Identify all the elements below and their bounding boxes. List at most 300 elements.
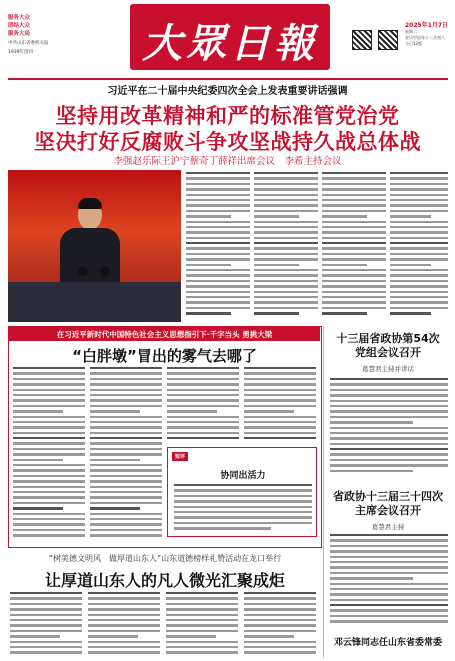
text-line [167,405,239,407]
text-line [254,183,318,185]
text-line [186,301,250,303]
text-line [330,448,448,450]
text-line [186,296,250,298]
masthead [0,0,455,78]
bottom-col-2 [88,592,160,658]
text-line [254,291,318,293]
text-line [390,274,448,276]
feature-banner [9,327,320,341]
text-line [254,253,318,255]
text-line [244,410,294,412]
text-line [322,280,386,282]
text-line [10,646,82,648]
text-line [330,561,448,563]
text-line [244,646,316,648]
text-line [88,592,160,594]
text-line [186,210,250,212]
text-line [13,432,85,434]
bottom-columns [10,592,320,658]
text-line [330,604,448,606]
lead-headline-line-2: 坚决打好反腐败斗争攻坚战持久战总体战 [34,130,421,154]
text-line [13,410,63,412]
text-line [166,630,238,632]
text-line [254,188,318,190]
text-line [13,523,85,525]
text-line [322,188,386,190]
text-line [390,215,431,217]
feature-col-3 [167,367,239,443]
text-line [174,489,312,491]
speaker-figure [60,200,120,286]
text-line [10,635,60,637]
text-line [90,372,162,374]
text-line [90,405,162,407]
text-line [90,453,162,455]
text-line [330,394,448,396]
feature-columns [13,367,317,543]
text-line [254,285,318,287]
commentary-inset [167,447,317,537]
text-line [322,291,386,293]
text-line [244,378,316,380]
text-line [244,437,316,439]
text-line [13,367,85,369]
text-line [167,378,239,380]
text-line [90,464,162,466]
text-line [390,247,448,249]
text-line [174,484,312,486]
text-line [90,383,162,385]
text-line [330,545,448,547]
text-line [390,258,448,260]
text-line [88,597,160,599]
text-line [167,394,239,396]
text-line [244,421,316,423]
text-line [244,592,316,594]
text-line [330,577,413,579]
text-line [90,475,162,477]
text-line [13,502,85,504]
newspaper-logo [130,4,330,70]
text-line [244,372,316,374]
text-line [390,226,448,228]
text-line [330,453,448,455]
text-line [244,624,316,626]
text-line [186,291,250,293]
text-line [186,269,250,271]
text-line [90,529,162,531]
text-line [13,496,85,498]
text-line [322,199,386,201]
text-line [254,194,318,196]
microphone-icon [100,266,110,276]
text-line [186,183,250,185]
text-line [330,534,448,536]
text-line [167,432,239,434]
text-line [186,177,250,179]
text-line [13,372,85,374]
text-line [13,480,85,482]
text-line [390,183,448,185]
text-line [254,269,318,271]
text-line [166,651,238,653]
text-line [330,389,448,391]
text-line [254,274,318,276]
text-line [322,285,386,287]
lead-subhead: 李强赵乐际王沪宁蔡奇丁薛祥出席会议 李希主持会议 [113,156,342,167]
text-line [167,389,239,391]
text-line [10,624,82,626]
text-line [244,597,316,599]
text-line [13,437,85,439]
text-line [254,312,299,314]
text-line [244,651,316,653]
qr-code-icon [378,30,398,50]
side-story-2-title-line-1: 省政协十三届三十四次 [333,490,443,503]
text-line [13,469,85,471]
text-line [390,285,448,287]
text-line [90,496,162,498]
text-line [322,231,386,233]
text-line [254,204,318,206]
text-line [90,469,162,471]
text-line [244,426,316,428]
lead-article-col-3 [322,172,386,322]
text-line [88,651,160,653]
text-line [254,301,318,303]
text-line [13,507,63,509]
text-line [166,635,216,637]
side-story-1-title-line-1: 十三届省政协第54次 [336,332,440,345]
text-line [254,242,318,244]
text-line [10,619,82,621]
text-line [13,486,85,488]
text-line [244,635,294,637]
text-line [167,426,239,428]
text-line [330,459,448,461]
text-line [244,367,316,369]
date-prefix: 2025年1月 [405,22,438,29]
lead-article-col-1 [186,172,250,322]
text-line [330,432,448,434]
text-line [90,442,162,444]
masthead-left [8,14,88,56]
text-line [166,614,238,616]
text-line [167,410,217,412]
bottom-col-1 [10,592,82,658]
text-line [10,614,82,616]
text-line [322,301,386,303]
text-line [166,619,238,621]
text-line [88,619,160,621]
text-line [244,608,316,610]
text-line [254,172,318,174]
text-line [90,486,162,488]
side-story-1-title [326,332,450,360]
text-line [186,215,231,217]
text-line [322,312,367,314]
text-line [13,459,63,461]
text-line [90,437,162,439]
text-line [330,437,448,439]
text-line [167,399,239,401]
text-line [186,204,250,206]
podium [8,282,181,322]
text-line [10,597,82,599]
text-line [90,502,162,504]
feature-banner-text: 在习近平新时代中国特色社会主义思想指引下·千字当头 勇挑大梁 [56,330,273,339]
logo-text: 大眾日報 [142,20,318,67]
text-line [90,378,162,380]
text-line [13,475,85,477]
text-line [88,608,160,610]
text-line [390,172,448,174]
text-line [330,427,448,429]
text-line [322,269,386,271]
text-line [244,603,316,605]
text-line [13,442,85,444]
text-line [186,307,250,309]
text-line [166,592,238,594]
text-line [244,641,316,643]
side-story-2-body [330,534,448,630]
text-line [254,264,299,266]
text-line [330,410,448,412]
text-line [90,410,140,412]
text-line [90,518,162,520]
lead-article-col-4 [390,172,448,322]
text-line [254,296,318,298]
text-line [174,500,312,502]
microphone-icon [78,266,88,276]
text-line [254,307,318,309]
text-line [244,394,316,396]
feature-box [8,326,322,548]
text-line [166,646,238,648]
text-line [174,506,312,508]
side-story-1-body [330,378,448,480]
text-line [186,188,250,190]
text-line [167,421,239,423]
text-line [390,221,448,223]
text-line [90,399,162,401]
text-line [13,448,85,450]
text-line [90,389,162,391]
text-line [322,237,386,239]
text-line [390,301,448,303]
text-line [90,523,162,525]
text-line [167,437,239,439]
text-line [10,641,82,643]
text-line [390,204,448,206]
text-line [90,534,162,536]
slogan-1: 服务大众 [8,15,31,21]
text-line [322,264,367,266]
text-line [174,511,312,513]
text-line [167,416,239,418]
text-line [330,383,448,385]
text-line [186,280,250,282]
text-line [186,172,250,174]
text-line [390,280,448,282]
text-line [322,307,386,309]
text-line [322,177,386,179]
text-line [390,269,448,271]
text-line [90,491,162,493]
text-line [390,242,448,244]
text-line [88,614,160,616]
text-line [13,383,85,385]
text-line [13,426,85,428]
text-line [10,630,82,632]
text-line [244,405,316,407]
text-line [330,609,448,611]
text-line [244,619,316,621]
text-line [174,522,312,524]
speaker-suit [60,228,120,286]
text-line [330,378,448,380]
text-line [88,646,160,648]
text-line [390,253,448,255]
text-line [186,199,250,201]
text-line [13,405,85,407]
text-line [330,593,448,595]
text-line [330,583,448,585]
text-line [88,630,160,632]
bottom-col-4 [244,592,316,658]
text-line [186,264,231,266]
text-line [88,624,160,626]
text-line [330,620,448,622]
text-line [13,453,85,455]
text-line [90,480,162,482]
text-line [167,383,239,385]
text-line [322,242,386,244]
text-line [322,194,386,196]
text-line [254,177,318,179]
feature-title: “白胖墩”冒出的雾气去哪了 [72,347,257,365]
text-line [330,464,448,466]
text-line [390,188,448,190]
issue-date [405,20,451,29]
text-line [90,507,140,509]
text-line [90,432,162,434]
slogan-2: 团结大众 [8,23,31,29]
text-line [186,237,250,239]
text-line [10,603,82,605]
text-line [174,516,312,518]
text-line [330,416,448,418]
text-line [254,199,318,201]
text-line [390,312,431,314]
text-line [322,221,386,223]
feature-col-1 [13,367,85,543]
text-line [330,588,448,590]
slogan-3: 服务大局 [8,31,31,37]
text-line [186,285,250,287]
lead-headline-line-1: 坚持用改革精神和严的标准管党治党 [55,104,400,128]
date-day: 7日 [437,22,449,29]
text-line [254,247,318,249]
lead-photo [8,170,181,322]
text-line [390,210,448,212]
commentary-label: 短评 [172,452,188,461]
text-line [90,426,162,428]
bottom-col-3 [166,592,238,658]
publisher: 中共山东省委机关报 [8,41,49,46]
commentary-body [174,484,312,534]
text-line [322,210,386,212]
text-line [88,641,160,643]
text-line [322,258,386,260]
text-line [244,383,316,385]
text-line [254,237,318,239]
text-line [390,177,448,179]
text-line [390,194,448,196]
column-divider [323,326,324,658]
text-line [90,367,162,369]
text-line [90,459,140,461]
text-line [244,389,316,391]
founded: 1939年创刊 [8,50,33,55]
text-line [13,394,85,396]
text-line [13,513,85,515]
text-line [13,518,85,520]
text-line [330,400,448,402]
lead-kicker: 习近平在二十届中央纪委四次全会上发表重要讲话强调 [107,86,348,97]
text-line [186,194,250,196]
issue-pages: 今日12版 [405,41,423,46]
text-line [322,226,386,228]
text-line [254,210,318,212]
text-line [330,421,413,423]
text-line [322,183,386,185]
lunar-date: 农历甲辰年十二月初八 [405,35,445,40]
text-line [13,491,85,493]
side-story-3-title: 邓云锋同志任山东省委常委 [333,638,442,648]
masthead-right [405,20,451,47]
feature-col-2 [90,367,162,543]
text-line [330,405,448,407]
text-line [186,226,250,228]
side-story-2-title [326,490,450,518]
text-line [390,307,448,309]
text-line [254,280,318,282]
commentary-title: 协同出活力 [220,471,266,481]
text-line [90,448,162,450]
text-line [186,312,231,314]
text-line [390,264,431,266]
text-line [166,603,238,605]
text-line [166,624,238,626]
text-line [174,527,271,529]
bottom-headline: 让厚道山东人的凡人微光汇聚成炬 [44,571,285,590]
bottom-kicker: “树美德文明风 做厚道山东人”山东道德榜样礼赞活动在龙口举行 [48,554,282,563]
text-line [244,399,316,401]
text-line [330,443,448,445]
side-story-1-title-line-2: 党组会议召开 [355,346,421,359]
text-line [390,231,448,233]
text-line [330,556,448,558]
text-line [244,630,316,632]
text-line [90,421,162,423]
speaker-hair [78,198,102,209]
text-line [174,495,312,497]
text-line [90,513,162,515]
text-line [254,231,318,233]
text-line [330,470,413,472]
text-line [254,215,299,217]
